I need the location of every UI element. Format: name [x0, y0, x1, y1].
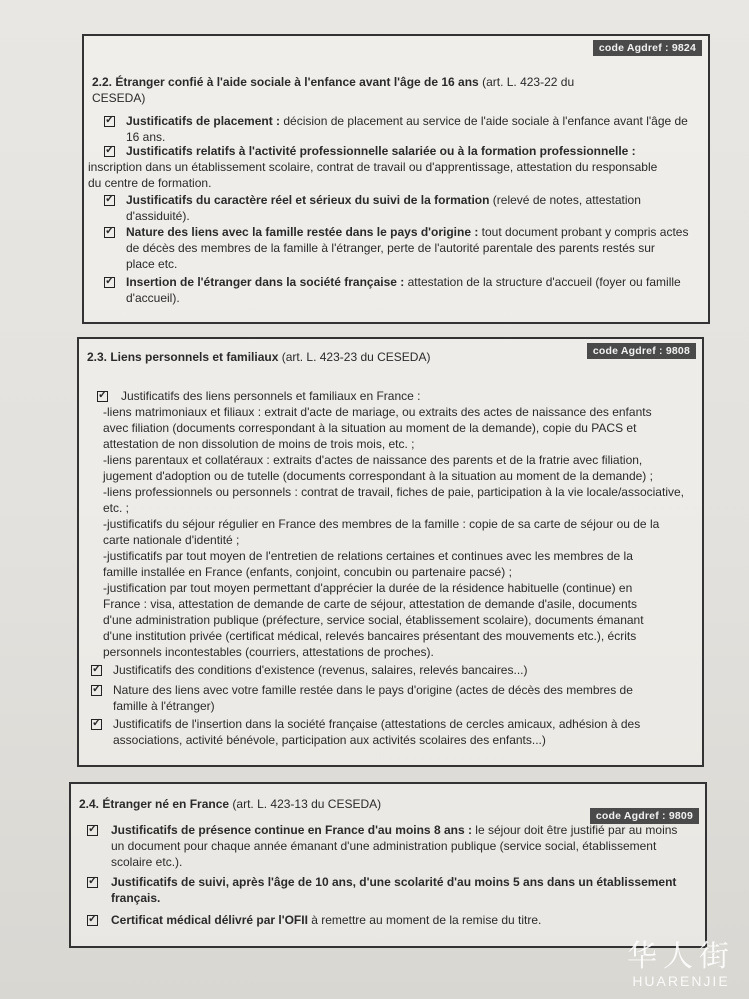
detail-line: d'une administration publique (préfecture, service social, établissement scolaire), documents émanant: [103, 613, 644, 627]
watermark-en-text: HUARENJIE: [632, 973, 730, 989]
watermark-cn-text: 华人街: [627, 939, 735, 974]
detail-line: -justificatifs du séjour régulier en France des membres de la famille : copie de sa carte de séjour ou de la: [103, 517, 660, 531]
agdref-code-badge: code Agdref : 9808: [587, 343, 696, 359]
detail-line: -justification par tout moyen permettant d'apprécier la durée de la résidence habituelle (continue) en: [103, 581, 633, 595]
detail-line: personnels incontestables (courriers, attestations de proches).: [103, 645, 434, 659]
detail-line: d'une institution privée (certificat médical, relevés bancaires présentant des mouvements etc.), écrits: [103, 629, 637, 643]
agdref-code-badge: code Agdref : 9809: [590, 808, 699, 824]
checked-box-icon: [97, 391, 108, 402]
list-item-cont: français.: [111, 891, 161, 905]
section-2-3: [77, 337, 704, 767]
detail-line: avec filiation (documents correspondant à la situation au moment de la demande), copie du PACS et: [103, 421, 637, 435]
checked-box-icon: [104, 277, 115, 288]
detail-line: attestation de non dissolution de moins de trois mois, etc. ;: [103, 437, 415, 451]
checked-box-icon: [104, 116, 115, 127]
site-watermark: [627, 931, 735, 989]
list-item-cont: du centre de formation.: [88, 176, 212, 190]
list-item-cont: 16 ans.: [126, 130, 166, 144]
checked-box-icon: [87, 877, 98, 888]
list-item: Justificatifs des liens personnels et familiaux en France :: [121, 389, 421, 403]
list-item-cont: place etc.: [126, 257, 178, 271]
list-item: Justificatifs de placement : décision de placement au service de l'aide sociale à l'enfance avant l'âge de: [126, 114, 688, 128]
list-item: Justificatifs des conditions d'existence (revenus, salaires, relevés bancaires...): [113, 663, 528, 677]
agdref-code-badge: code Agdref : 9824: [593, 40, 702, 56]
list-item: Justificatifs relatifs à l'activité professionnelle salariée ou à la formation professionnelle :: [126, 144, 636, 158]
list-item-cont: famille à l'étranger): [113, 699, 215, 713]
checked-box-icon: [91, 685, 102, 696]
detail-line: carte nationale d'identité ;: [103, 533, 240, 547]
list-item-cont: inscription dans un établissement scolaire, contrat de travail ou d'apprentissage, attestation du responsable: [88, 160, 658, 174]
list-item: Nature des liens avec votre famille restée dans le pays d'origine (actes de décès des membres de: [113, 683, 633, 697]
detail-line: -liens matrimoniaux et filiaux : extrait d'acte de mariage, ou extraits des actes de naissance des enfants: [103, 405, 652, 419]
checked-box-icon: [104, 227, 115, 238]
list-item-cont: d'accueil).: [126, 291, 180, 305]
checked-box-icon: [91, 665, 102, 676]
list-item: Certificat médical délivré par l'OFII à remettre au moment de la remise du titre.: [111, 913, 542, 927]
detail-line: jugement d'adoption ou de tutelle (documents correspondant à la situation au moment de la demande) ;: [103, 469, 653, 483]
section-title: 2.2. Étranger confié à l'aide sociale à l'enfance avant l'âge de 16 ans (art. L. 423-22 du: [92, 75, 575, 89]
section-2-2: [82, 34, 710, 324]
section-title-line2: CESEDA): [92, 91, 146, 105]
list-item-cont: un document pour chaque année émanant d'une administration publique (service social, établissement: [111, 839, 657, 853]
checked-box-icon: [87, 915, 98, 926]
checked-box-icon: [104, 195, 115, 206]
checked-box-icon: [87, 825, 98, 836]
list-item-cont: de décès des membres de la famille à l'étranger, perte de l'autorité parentale des parents restés sur: [126, 241, 655, 255]
detail-line: France : visa, attestation de demande de carte de séjour, attestation de demande d'asile, documents: [103, 597, 637, 611]
detail-line: -justificatifs par tout moyen de l'entretien de relations certaines et continues avec les membres de la: [103, 549, 633, 563]
list-item-cont: associations, activité bénévole, participation aux activités scolaires des enfants...): [113, 733, 546, 747]
list-item: Justificatifs de présence continue en France d'au moins 8 ans : le séjour doit être justifié par au moins: [111, 823, 678, 837]
section-2-4: [69, 782, 707, 948]
detail-line: -liens parentaux et collatéraux : extraits d'actes de naissance des parents et de la fratrie avec filiation,: [103, 453, 643, 467]
list-item: Insertion de l'étranger dans la société française : attestation de la structure d'accueil (foyer ou famille: [126, 275, 681, 289]
section-title: 2.4. Étranger né en France (art. L. 423-13 du CESEDA): [79, 797, 382, 811]
list-item: Justificatifs du caractère réel et sérieux du suivi de la formation (relevé de notes, attestation: [126, 193, 641, 207]
list-item: Justificatifs de l'insertion dans la société française (attestations de cercles amicaux, adhésion à des: [113, 717, 641, 731]
checked-box-icon: [104, 146, 115, 157]
list-item: Nature des liens avec la famille restée dans le pays d'origine : tout document probant y compris actes: [126, 225, 689, 239]
detail-line: etc. ;: [103, 501, 130, 515]
section-title: 2.3. Liens personnels et familiaux (art. L. 423-23 du CESEDA): [87, 350, 431, 364]
detail-line: famille installée en France (enfants, conjoint, concubin ou partenaire pacsé) ;: [103, 565, 512, 579]
detail-line: -liens professionnels ou personnels : contrat de travail, fiches de paie, participation à la vie locale/associative,: [103, 485, 684, 499]
list-item-cont: scolaire etc.).: [111, 855, 183, 869]
list-item-cont: d'assiduité).: [126, 209, 190, 223]
checked-box-icon: [91, 719, 102, 730]
list-item: Justificatifs de suivi, après l'âge de 10 ans, d'une scolarité d'au moins 5 ans dans un établissement: [111, 875, 677, 889]
